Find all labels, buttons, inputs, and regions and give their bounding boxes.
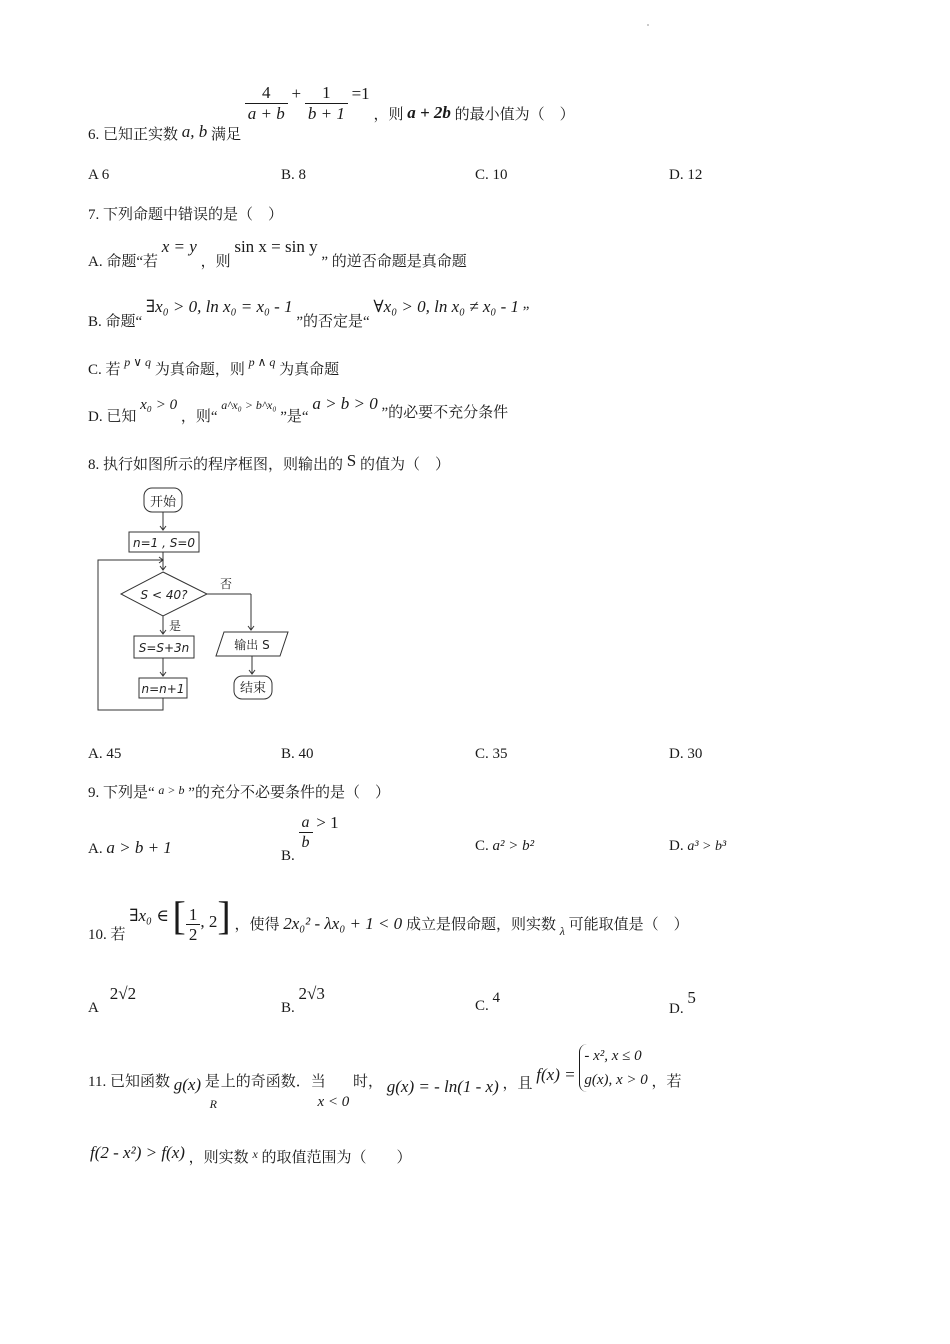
- q7a-m2: sin x = sin y: [234, 237, 318, 256]
- q7-option-a[interactable]: [88, 236, 467, 270]
- q8-stem-post: 的值为（ ）: [359, 457, 450, 473]
- q7-stem: 7. 下列命题中错误的是（ ）: [88, 207, 284, 223]
- q6-expr: a + 2b: [407, 103, 451, 123]
- q8-option-a[interactable]: A. 45: [88, 746, 122, 762]
- q10-interval-end: , 2: [200, 912, 218, 931]
- q11-cond: x < 0: [317, 1094, 350, 1110]
- q6-frac2-num: 1: [305, 84, 348, 104]
- flow-no-label: 否: [220, 577, 233, 591]
- q7d-m3: a > b > 0: [312, 394, 378, 413]
- q11-piece2: g(x), x > 0: [584, 1072, 648, 1088]
- q6-frac2-den: b + 1: [307, 103, 345, 123]
- q10-option-b-label: B.: [281, 1000, 295, 1016]
- q7c-mid: 为真命题，则: [154, 362, 245, 378]
- q11-fdef: f(x) =: [536, 1065, 576, 1084]
- q7d-mid2: ”是“: [280, 409, 309, 425]
- q9-option-d-label: D.: [669, 838, 684, 854]
- q7a-mid: ，则: [200, 254, 231, 270]
- q8-stem-var: S: [346, 451, 357, 470]
- q7b-m2: ∀x₀ > 0, ln x₀ ≠ x₀ - 1: [373, 297, 519, 316]
- q6-option-b[interactable]: B. 8: [281, 167, 307, 183]
- q6-vars: a, b: [181, 122, 208, 142]
- q7-option-b[interactable]: [88, 296, 530, 330]
- question-11: [88, 1044, 682, 1111]
- q9-stem-math: a > b: [158, 783, 185, 797]
- q10-prefix: 10. 若: [88, 927, 126, 943]
- q11-g: g(x): [173, 1075, 202, 1094]
- q7-option-c[interactable]: [88, 350, 340, 378]
- q7b-m1: ∃x₀ > 0, ln x₀ = x₀ - 1: [145, 297, 293, 316]
- q10-suffix: 成立是假命题，则实数: [405, 917, 556, 933]
- q6-plus: +: [291, 84, 302, 104]
- q10-exists: ∃x₀ ∈: [129, 906, 169, 925]
- q9-option-c-math: a² > b²: [492, 838, 535, 854]
- q7b-label: B. 命题“: [88, 314, 143, 330]
- q9-option-b-num: a: [299, 814, 313, 833]
- q6-then: ，则: [373, 107, 404, 124]
- q6-prefix: 6. 已知正实数: [88, 127, 179, 144]
- q10-option-a-label: A: [88, 1000, 99, 1016]
- q11-piecewise: [579, 1044, 647, 1092]
- q10-option-d-math: 5: [687, 988, 696, 1007]
- q11-ineq: f(2 - x²) > f(x): [90, 1143, 185, 1162]
- q9-option-b-label: B.: [281, 848, 295, 865]
- q7d-mid: ，则“: [180, 409, 218, 425]
- q10-frac-num: 1: [186, 906, 201, 926]
- q7b-mid: ”的否定是“: [296, 314, 370, 330]
- q10-option-c[interactable]: [475, 990, 501, 1014]
- flow-step2-label: n=n+1: [141, 682, 185, 696]
- q10-option-c-label: C.: [475, 998, 489, 1014]
- q11-and: ，且: [502, 1076, 533, 1092]
- q9-option-c[interactable]: [475, 838, 534, 855]
- q10-option-a-math: 2√2: [109, 984, 137, 1003]
- q10-lambda: λ: [559, 924, 565, 938]
- q9-option-b-math: > 1: [316, 813, 339, 833]
- q10-option-b-math: 2√3: [298, 984, 325, 1003]
- q6-option-a[interactable]: A 6: [88, 167, 110, 183]
- flow-step1-label: S=S+3n: [138, 641, 190, 655]
- q6-frac1: [245, 84, 288, 124]
- q10-option-a[interactable]: [88, 984, 137, 1016]
- q9-stem-post: ”的充分不必要条件的是（ ）: [188, 785, 390, 801]
- q7d-end: ”的必要不充分条件: [381, 405, 509, 421]
- q7a-end: ” 的逆否命题是真命题: [321, 254, 467, 270]
- q10-frac: [186, 906, 201, 946]
- flow-cond-label: S < 40?: [140, 588, 188, 602]
- flow-end-label: 结束: [239, 681, 267, 696]
- q11-odd: 上的奇函数．当: [220, 1074, 326, 1090]
- q10-bracket-right: ]: [217, 893, 231, 938]
- q7a-label: A. 命题“若: [88, 254, 158, 270]
- q6-eq: =1: [351, 84, 370, 104]
- q6-frac1-den: a + b: [247, 103, 285, 123]
- q7b-end: ”: [522, 304, 530, 320]
- q7c-label: C. 若: [88, 362, 121, 378]
- q7c-end: 为真命题: [279, 362, 340, 378]
- q11-piece1: - x², x ≤ 0: [584, 1048, 642, 1064]
- q9-stem: [88, 778, 390, 799]
- q6-option-d[interactable]: D. 12: [669, 167, 703, 183]
- q8-stem-pre: 8. 执行如图所示的程序框图，则输出的: [88, 457, 344, 473]
- q7c-m2: p ∧ q: [248, 355, 276, 369]
- q11-when: 时，: [352, 1074, 383, 1090]
- q11-tail-post: 的取值范围为（ ）: [261, 1150, 412, 1166]
- q9-option-a[interactable]: [88, 838, 172, 858]
- flow-yes-label: 是: [169, 619, 182, 633]
- question-6: [88, 78, 575, 144]
- q6-mid: 满足: [211, 127, 242, 144]
- q10-option-d-label: D.: [669, 1001, 684, 1017]
- q9-option-c-label: C.: [475, 838, 489, 854]
- q10-suffix2: 可能取值是（ ）: [568, 917, 689, 933]
- q11-R: R: [209, 1097, 217, 1111]
- q6-option-c[interactable]: C. 10: [475, 167, 508, 183]
- q11-gdef: g(x) = - ln(1 - x): [386, 1077, 499, 1096]
- q7a-m1: x = y: [161, 237, 197, 256]
- q9-option-a-label: A.: [88, 841, 103, 857]
- flow-start-label: 开始: [149, 495, 177, 510]
- q11-is: 是: [204, 1074, 220, 1090]
- q8-option-b[interactable]: B. 40: [281, 746, 314, 762]
- q10-option-d[interactable]: [669, 988, 696, 1017]
- q6-frac2: [305, 84, 348, 124]
- q7d-m1: x₀ > 0: [140, 397, 178, 413]
- q10-option-c-math: 4: [492, 990, 501, 1006]
- q11-tail-pre: ，则实数: [188, 1150, 249, 1166]
- q10-frac-den: 2: [188, 925, 198, 945]
- q10-mid: ，使得: [234, 917, 280, 933]
- q7c-m1: p ∨ q: [124, 355, 152, 369]
- q7d-m2: a^x₀ > b^x₀: [221, 398, 277, 412]
- q11-prefix: 11. 已知函数: [88, 1074, 170, 1090]
- q7d-label: D. 已知: [88, 409, 137, 425]
- q9-option-d[interactable]: [669, 838, 726, 855]
- page-mark-dot: [647, 24, 649, 26]
- q8-stem: [88, 450, 450, 471]
- q9-option-b-frac: [299, 814, 313, 852]
- question-10: [88, 893, 689, 948]
- q9-option-a-math: a > b + 1: [106, 838, 172, 857]
- flow-init-label: n=1 , S=0: [132, 536, 196, 550]
- q10-option-b[interactable]: [281, 984, 325, 1016]
- q6-frac1-num: 4: [245, 84, 288, 104]
- q9-option-d-math: a³ > b³: [687, 839, 727, 854]
- q11-tail-var: x: [252, 1147, 258, 1161]
- flow-output-label: 输出 S: [234, 638, 270, 652]
- q10-bracket-left: [: [172, 893, 186, 938]
- q6-suffix: 的最小值为（ ）: [454, 107, 575, 124]
- q7-option-d[interactable]: [88, 393, 509, 425]
- q11-if: ，若: [651, 1074, 682, 1090]
- q8-option-c[interactable]: C. 35: [475, 746, 508, 762]
- q10-ineq: 2x₀² - λx₀ + 1 < 0: [283, 914, 403, 933]
- q11-line2: [90, 1142, 412, 1166]
- q9-option-b[interactable]: [281, 813, 339, 865]
- flowchart: [92, 484, 302, 716]
- q9-stem-pre: 9. 下列是“: [88, 785, 155, 801]
- q9-option-b-den: b: [301, 833, 310, 851]
- q8-option-d[interactable]: D. 30: [669, 746, 703, 762]
